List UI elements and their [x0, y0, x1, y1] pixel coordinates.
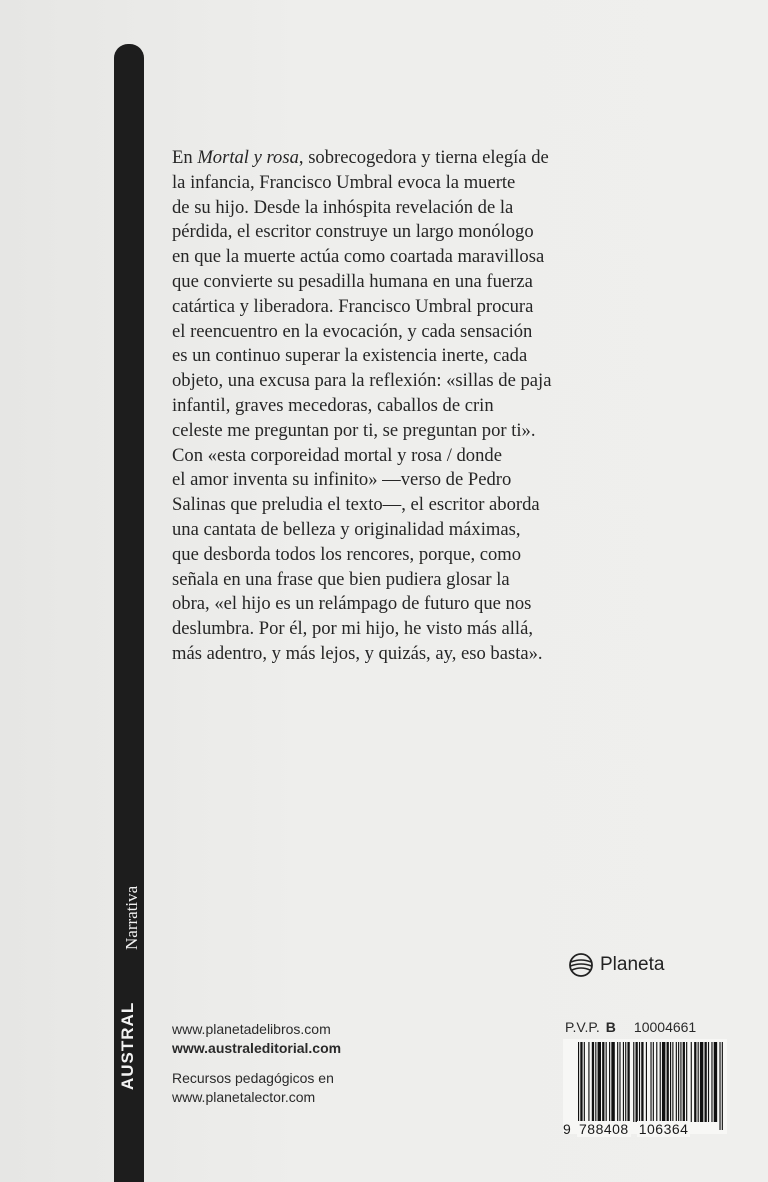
barcode	[563, 1039, 727, 1134]
synopsis-line	[172, 543, 612, 568]
synopsis-line	[172, 444, 612, 469]
barcode-bar	[708, 1042, 709, 1122]
barcode-bar	[678, 1042, 679, 1122]
barcode-bar	[636, 1042, 638, 1122]
synopsis-segment: infantil, graves mecedoras, caballos de crin	[172, 394, 494, 416]
synopsis-segment: Salinas que preludia el texto—, el escritor aborda	[172, 494, 540, 516]
synopsis-line	[172, 220, 612, 245]
barcode-bar	[606, 1042, 607, 1122]
synopsis-segment: señala en una frase que bien pudiera glosar la	[172, 568, 510, 590]
product-number: 10004661	[633, 1019, 697, 1035]
synopsis-line	[172, 320, 612, 345]
synopsis-line	[172, 270, 612, 295]
collection-name: AUSTRAL	[118, 1001, 137, 1090]
price-label: P.V.P.	[565, 1019, 600, 1035]
barcode-bar	[633, 1042, 634, 1122]
synopsis-line	[172, 518, 612, 543]
synopsis-segment: deslumbra. Por él, por mi hijo, he visto más allá,	[172, 618, 533, 640]
barcode-bar	[580, 1042, 582, 1130]
barcode-bar	[646, 1042, 647, 1122]
synopsis-segment: es un continuo superar la existencia inerte, cada	[172, 345, 528, 367]
web-links	[172, 1020, 341, 1107]
synopsis-line	[172, 592, 612, 617]
barcode-bar	[625, 1042, 626, 1122]
barcode-bar	[705, 1042, 707, 1122]
synopsis-segment: el amor inventa su infinito» —verso de Pedro	[172, 469, 512, 491]
barcode-bar	[602, 1042, 604, 1122]
synopsis-line	[172, 394, 612, 419]
barcode-bar	[722, 1042, 723, 1130]
price-line	[565, 1019, 696, 1035]
barcode-bar	[714, 1042, 717, 1122]
synopsis-segment: celeste me preguntan por ti, se preguntan por ti».	[172, 419, 536, 441]
barcode-bar	[694, 1042, 696, 1122]
barcode-bar	[641, 1042, 643, 1122]
barcode-bar	[650, 1042, 651, 1130]
barcode-bar	[588, 1042, 589, 1122]
synopsis-line	[172, 245, 612, 270]
barcode-bar	[672, 1042, 673, 1122]
resources-label: Recursos pedagógicos en	[172, 1070, 334, 1086]
barcode-bar	[711, 1042, 712, 1122]
price-code: B	[605, 1019, 616, 1035]
synopsis-segment: En	[172, 147, 198, 168]
synopsis-segment: la infancia, Francisco Umbral evoca la muerte	[172, 171, 516, 193]
barcode-bar	[598, 1042, 601, 1122]
synopsis-segment: Con «esta corporeidad mortal y rosa / donde	[172, 444, 502, 466]
book-title-italic: Mortal y rosa	[197, 147, 299, 168]
synopsis-line	[172, 617, 612, 642]
barcode-bar	[667, 1042, 669, 1122]
barcode-number	[563, 1121, 727, 1137]
synopsis-segment: que convierte su pesadilla humana en una fuerza	[172, 270, 533, 292]
synopsis-line	[172, 344, 612, 369]
synopsis-line	[172, 642, 612, 667]
barcode-lead-digit: 9	[563, 1121, 571, 1137]
website-link-planetalector[interactable]: www.planetalector.com	[172, 1089, 316, 1105]
synopsis-line	[172, 493, 612, 518]
barcode-bar	[660, 1042, 661, 1122]
website-link-planetadelibros[interactable]: www.planetadelibros.com	[172, 1021, 331, 1037]
barcode-bar	[578, 1042, 579, 1130]
synopsis-line	[172, 196, 612, 221]
synopsis-line	[172, 146, 612, 171]
synopsis-segment: de su hijo. Desde la inhóspita revelación de la	[172, 196, 514, 218]
synopsis-line	[172, 369, 612, 394]
globe-icon	[568, 952, 594, 978]
barcode-bar	[691, 1042, 692, 1122]
synopsis-segment: pérdida, el escritor construye un largo monólogo	[172, 221, 534, 243]
synopsis-line	[172, 468, 612, 493]
synopsis-segment: una cantata de belleza y originalidad máximas,	[172, 518, 521, 540]
synopsis-text	[172, 146, 612, 667]
synopsis-line	[172, 568, 612, 593]
barcode-group-1: 788408	[579, 1121, 629, 1137]
barcode-bar	[639, 1042, 640, 1122]
publisher-logo	[568, 952, 664, 978]
barcode-bar	[623, 1042, 624, 1122]
synopsis-line	[172, 171, 612, 196]
synopsis-segment: , sobrecogedora y tierna elegía de	[298, 147, 549, 168]
barcode-bar	[619, 1042, 620, 1122]
barcode-bar	[584, 1042, 585, 1122]
synopsis-line	[172, 295, 612, 320]
barcode-bar	[680, 1042, 681, 1122]
synopsis-line	[172, 419, 612, 444]
synopsis-segment: obra, «el hijo es un relámpago de futuro que nos	[172, 593, 532, 615]
barcode-bar	[627, 1042, 629, 1122]
barcode-bar	[609, 1042, 610, 1122]
barcode-bar	[656, 1042, 657, 1122]
synopsis-segment: en que la muerte actúa como coartada maravillosa	[172, 246, 545, 268]
barcode-bar	[676, 1042, 677, 1122]
barcode-bar	[617, 1042, 618, 1122]
barcode-bar	[670, 1042, 671, 1122]
barcode-bar	[662, 1042, 665, 1122]
barcode-group-2: 106364	[638, 1121, 689, 1137]
synopsis-segment: el reencuentro en la evocación, y cada sensación	[172, 320, 533, 342]
barcode-bar	[653, 1042, 654, 1122]
publisher-name: Planeta	[600, 954, 665, 975]
barcode-bar	[686, 1042, 687, 1122]
barcode-bar	[698, 1042, 699, 1122]
barcode-bars	[563, 1039, 727, 1134]
barcode-bar	[595, 1042, 596, 1122]
barcode-bar	[719, 1042, 720, 1130]
synopsis-segment: más adentro, y más lejos, y quizás, ay, eso basta».	[172, 642, 543, 664]
barcode-bar	[700, 1042, 703, 1122]
barcode-bar	[611, 1042, 614, 1122]
genre-label: Narrativa	[122, 885, 141, 950]
barcode-bar	[683, 1042, 685, 1122]
website-link-australeditorial[interactable]: www.australeditorial.com	[172, 1040, 342, 1056]
synopsis-segment: objeto, una excusa para la reflexión: «sillas de paja	[172, 370, 552, 392]
barcode-bar	[592, 1042, 594, 1122]
synopsis-segment: que desborda todos los rencores, porque, como	[172, 543, 522, 565]
synopsis-segment: catártica y liberadora. Francisco Umbral procura	[172, 295, 534, 317]
